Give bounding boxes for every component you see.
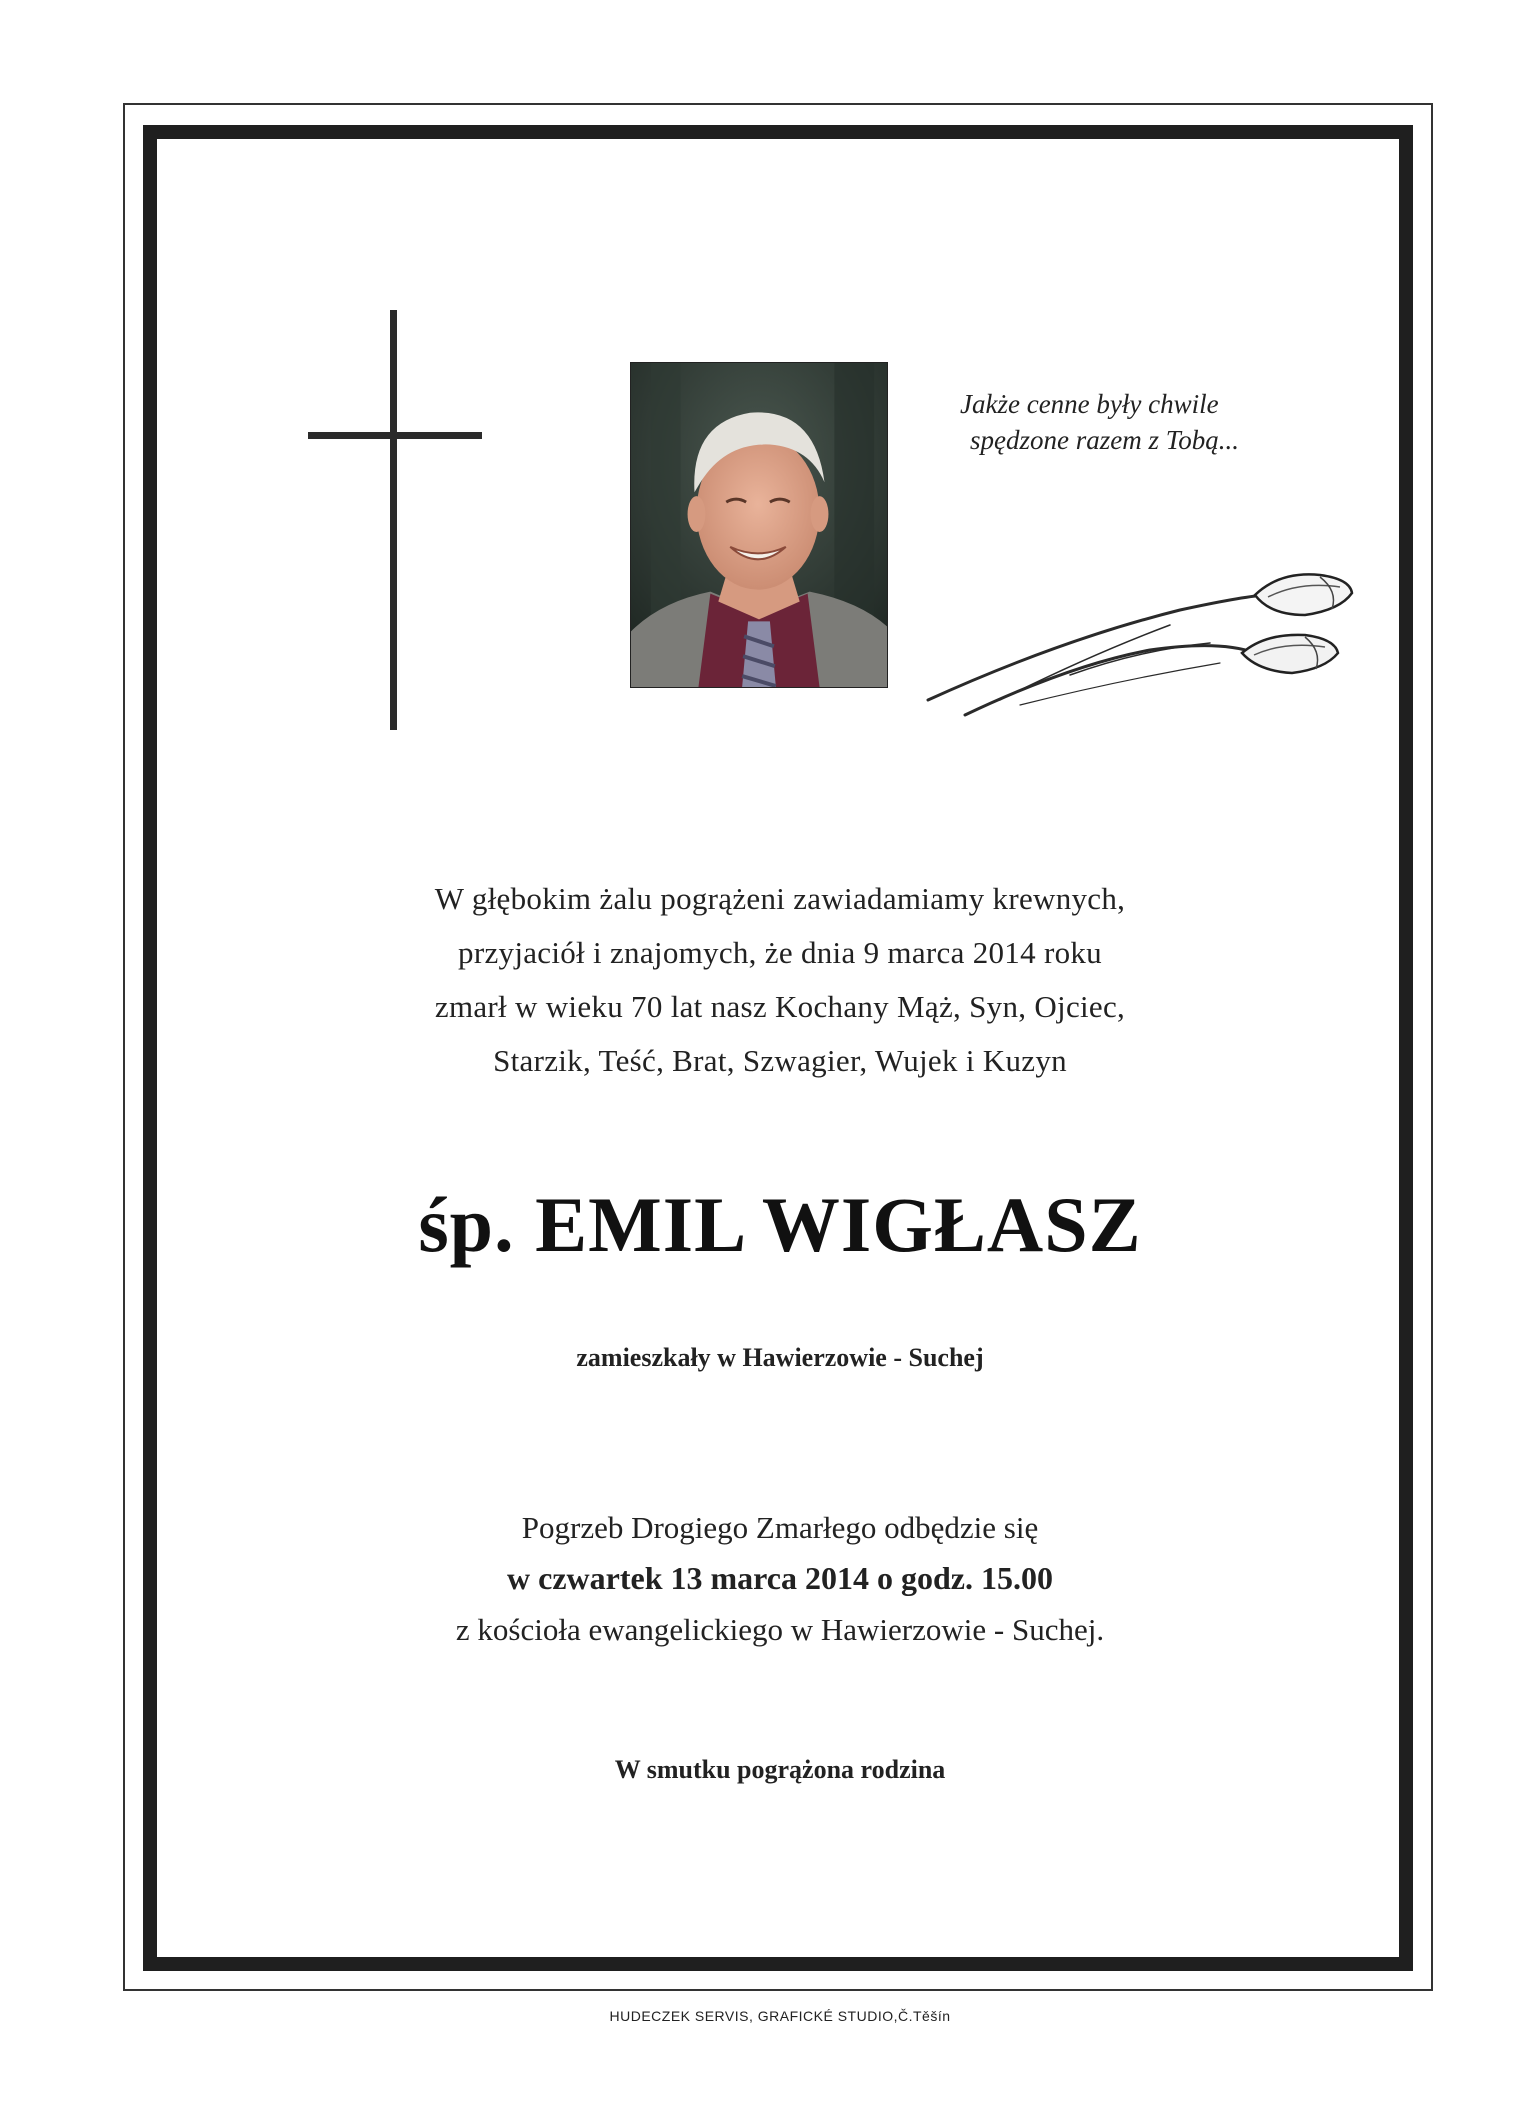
announcement-line-3: zmarł w wieku 70 lat nasz Kochany Mąż, Syn, Ojciec, [434, 989, 1126, 1024]
funeral-details [200, 1502, 1360, 1655]
funeral-line-3: z kościoła ewangelickiego w Hawierzowie - Suchej. [455, 1612, 1105, 1647]
family-signature: W smutku pogrążona rodzina [614, 1755, 946, 1784]
funeral-date: w czwartek 13 marca 2014 o godz. 15.00 [507, 1560, 1053, 1596]
portrait-photo [630, 362, 888, 688]
cross-icon [308, 310, 488, 730]
printer-credit: HUDECZEK SERVIS, GRAFICKÉ STUDIO,Č.Těšín [609, 2008, 951, 2024]
quote-line-2: spędzone razem z Tobą... [970, 425, 1240, 455]
announcement-line-4: Starzik, Teść, Brat, Szwagier, Wujek i Kuzyn [493, 1043, 1067, 1078]
memorial-quote [960, 386, 1300, 458]
death-announcement [200, 872, 1360, 1088]
tulips-icon [920, 555, 1360, 725]
funeral-line-1: Pogrzeb Drogiego Zmarłego odbędzie się [521, 1510, 1039, 1545]
deceased-name: śp. EMIL WIGŁASZ [418, 1181, 1142, 1268]
deceased-residence: zamieszkały w Hawierzowie - Suchej [576, 1343, 984, 1372]
announcement-line-2: przyjaciół i znajomych, że dnia 9 marca 2014 roku [458, 935, 1102, 970]
quote-line-1: Jakże cenne były chwile [960, 389, 1219, 419]
announcement-line-1: W głębokim żalu pogrążeni zawiadamiamy krewnych, [434, 881, 1126, 916]
